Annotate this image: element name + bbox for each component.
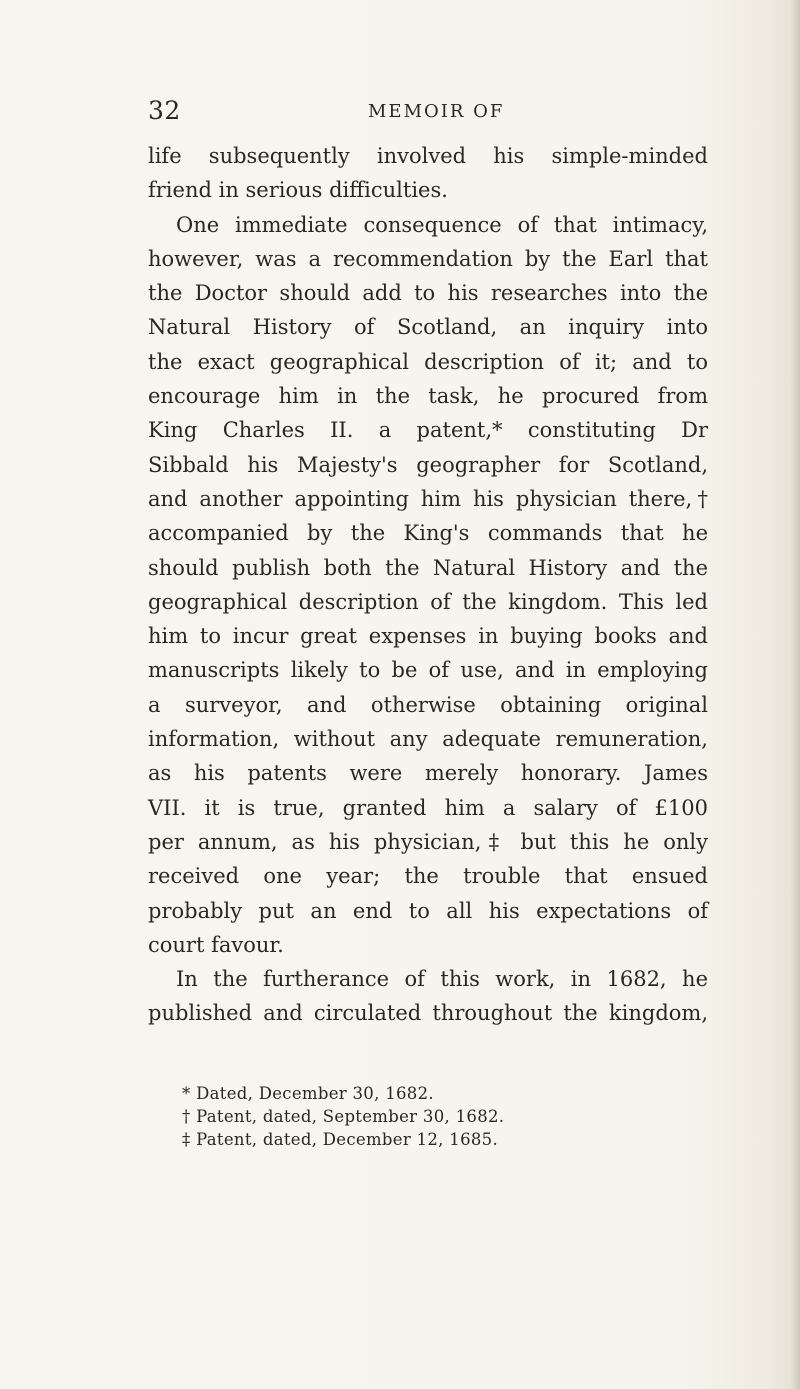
- running-head: MEMOIR OF: [368, 101, 505, 122]
- footnotes: [182, 1082, 682, 1151]
- text-line: as his patents were merely honorary. James: [148, 761, 708, 786]
- text-line: life subsequently involved his simple-minded: [148, 144, 708, 168]
- text-line: published and circulated throughout the kingdom,: [148, 1001, 708, 1026]
- footnote: † Patent, dated, September 30, 1682.: [182, 1107, 505, 1126]
- text-line: encourage him in the task, he procured from: [148, 384, 708, 409]
- text-line: received one year; the trouble that ensued: [148, 864, 708, 889]
- text-line: VII. it is true, granted him a salary of £100: [148, 795, 708, 820]
- page-number: 32: [148, 96, 181, 125]
- footnote: ‡ Patent, dated, December 12, 1685.: [182, 1130, 499, 1149]
- text-line: the exact geographical description of it; and to: [148, 349, 708, 374]
- text-line: per annum, as his physician,‡ but this he only: [148, 829, 708, 854]
- text-line: friend in serious difficulties.: [148, 178, 448, 203]
- text-line: One immediate consequence of that intimacy,: [176, 212, 708, 237]
- text-line: Sibbald his Majesty's geographer for Scotland,: [148, 452, 708, 477]
- page-header: [148, 96, 708, 130]
- text-line: and another appointing him his physician there,†: [148, 486, 708, 511]
- text-line: should publish both the Natural History and the: [148, 555, 708, 580]
- text-line: information, without any adequate remuneration,: [148, 727, 708, 752]
- text-line: manuscripts likely to be of use, and in employing: [148, 658, 708, 683]
- text-line: In the furtherance of this work, in 1682, he: [176, 967, 708, 992]
- page-edge: [790, 0, 800, 1389]
- text-line: Natural History of Scotland, an inquiry into: [148, 315, 708, 340]
- body-text: [148, 139, 708, 1031]
- footnote: * Dated, December 30, 1682.: [182, 1084, 434, 1103]
- text-line: probably put an end to all his expectations of: [148, 898, 708, 923]
- text-line: geographical description of the kingdom. This led: [148, 589, 708, 614]
- text-line: a surveyor, and otherwise obtaining original: [148, 692, 708, 717]
- text-line: him to incur great expenses in buying books and: [148, 624, 708, 649]
- text-line: however, was a recommendation by the Earl that: [148, 246, 708, 271]
- text-line: accompanied by the King's commands that he: [148, 521, 708, 546]
- text-line: King Charles II. a patent,* constituting Dr: [148, 418, 708, 443]
- text-line: the Doctor should add to his researches into the: [148, 281, 708, 306]
- text-line: court favour.: [148, 932, 284, 957]
